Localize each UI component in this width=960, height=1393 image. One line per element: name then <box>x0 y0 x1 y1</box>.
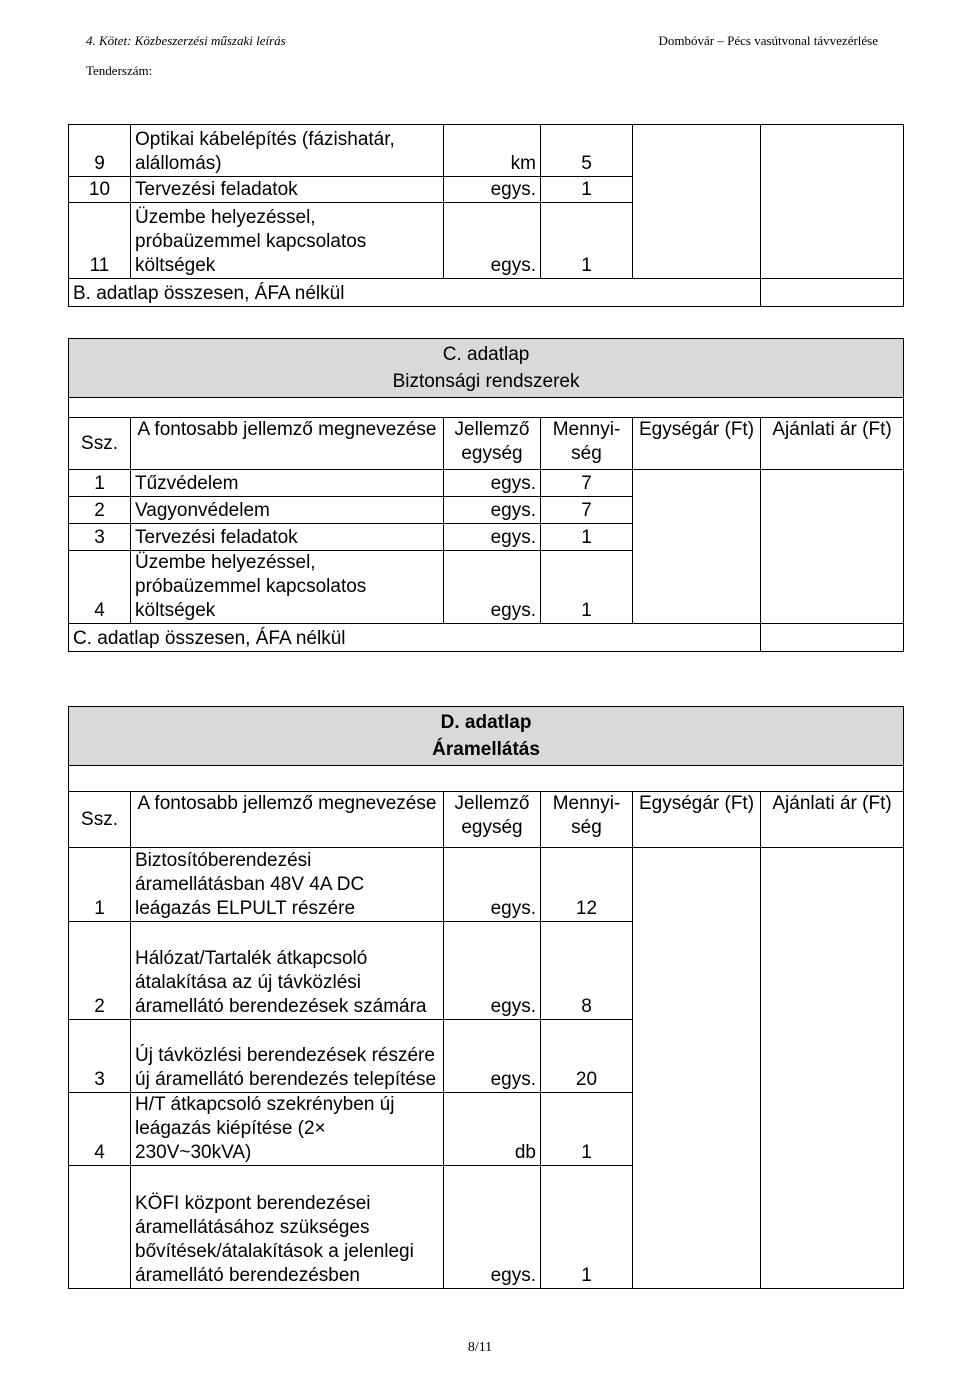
table-row <box>69 125 904 177</box>
row-unit: egys. <box>444 524 541 551</box>
page-number: 8/11 <box>467 1340 493 1355</box>
row-name: Hálózat/Tartalék átkapcsoló átalakítása az új távközlési áramellátó berendezések számára <box>131 922 444 1020</box>
section-title-line1: C. adatlap <box>442 344 530 365</box>
row-unit: egys. <box>444 203 541 279</box>
row-unit: egys. <box>444 177 541 203</box>
row-qty: 1 <box>541 1093 633 1166</box>
header-unit-price: Egységár (Ft) <box>633 792 761 848</box>
row-unit: egys. <box>444 848 541 922</box>
row-name: Tűzvédelem <box>131 470 444 497</box>
unit-price-cell[interactable] <box>633 125 761 279</box>
row-number: 1 <box>69 848 131 922</box>
row-number <box>69 1166 131 1289</box>
row-name: Üzembe helyezéssel, próbaüzemmel kapcsolatos költségek <box>131 551 444 624</box>
row-name: Új távközlési berendezések részére új áramellátó berendezés telepítése <box>131 1020 444 1093</box>
row-number: 2 <box>69 497 131 524</box>
row-qty: 7 <box>541 470 633 497</box>
total-row <box>69 624 904 652</box>
row-number: 3 <box>69 524 131 551</box>
header-row <box>69 418 904 470</box>
header-offer: Ajánlati ár (Ft) <box>761 792 904 848</box>
total-row <box>69 279 904 307</box>
row-qty: 8 <box>541 922 633 1020</box>
row-unit: db <box>444 1093 541 1166</box>
spacer-row <box>69 398 904 418</box>
header-document-title: 4. Kötet: Közbeszerzési műszaki leírás <box>86 33 286 48</box>
section-title-line2: Áramellátás <box>432 739 540 760</box>
row-unit: egys. <box>444 922 541 1020</box>
unit-price-cell[interactable] <box>633 470 761 624</box>
header-unit: Jellemző egység <box>444 792 541 848</box>
header-tender-number: Tenderszám: <box>86 63 153 78</box>
section-title-line1: D. adatlap <box>440 712 532 733</box>
offer-price-cell[interactable] <box>761 848 904 1289</box>
row-name: Üzembe helyezéssel, próbaüzemmel kapcsolatos költségek <box>131 203 444 279</box>
row-number: 11 <box>69 203 131 279</box>
row-qty: 1 <box>541 177 633 203</box>
header-no: Ssz. <box>69 792 131 848</box>
offer-price-cell[interactable] <box>761 125 904 279</box>
row-number: 9 <box>69 125 131 177</box>
header-qty: Mennyi-ség <box>541 792 633 848</box>
section-title-line2: Biztonsági rendszerek <box>392 371 580 392</box>
row-name: H/T átkapcsoló szekrényben új leágazás kiépítése (2× 230V~30kVA) <box>131 1093 444 1166</box>
row-qty: 1 <box>541 203 633 279</box>
row-qty: 5 <box>541 125 633 177</box>
total-value-cell[interactable] <box>761 624 904 652</box>
header-name: A fontosabb jellemző megnevezése <box>131 792 444 848</box>
row-name: KÖFI központ berendezései áramellátásához szükséges bővítések/átalakítások a jelenlegi áramellátó berendezésben <box>131 1166 444 1289</box>
table-row <box>69 470 904 497</box>
header-qty: Mennyi-ség <box>541 418 633 470</box>
total-value-cell[interactable] <box>761 279 904 307</box>
table-d <box>68 706 904 1289</box>
row-unit: km <box>444 125 541 177</box>
total-label: B. adatlap összesen, ÁFA nélkül <box>69 279 761 307</box>
row-qty: 20 <box>541 1020 633 1093</box>
row-number: 3 <box>69 1020 131 1093</box>
header-no: Ssz. <box>69 418 131 470</box>
header-unit: Jellemző egység <box>444 418 541 470</box>
row-number: 1 <box>69 470 131 497</box>
row-number: 4 <box>69 1093 131 1166</box>
header-project-title: Dombóvár – Pécs vasútvonal távvezérlése <box>658 33 878 48</box>
table-c <box>68 338 904 652</box>
spacer-row <box>69 766 904 792</box>
section-title <box>69 707 904 766</box>
row-qty: 1 <box>541 1166 633 1289</box>
header-unit-price: Egységár (Ft) <box>633 418 761 470</box>
section-title <box>69 339 904 398</box>
row-unit: egys. <box>444 551 541 624</box>
header-row <box>69 792 904 848</box>
row-unit: egys. <box>444 1020 541 1093</box>
row-qty: 1 <box>541 524 633 551</box>
row-number: 10 <box>69 177 131 203</box>
table-row <box>69 848 904 922</box>
row-name: Tervezési feladatok <box>131 177 444 203</box>
row-number: 2 <box>69 922 131 1020</box>
table-b <box>68 124 904 307</box>
unit-price-cell[interactable] <box>633 848 761 1289</box>
row-unit: egys. <box>444 1166 541 1289</box>
row-name: Optikai kábelépítés (fázishatár, alállomás) <box>131 125 444 177</box>
row-unit: egys. <box>444 497 541 524</box>
header-offer: Ajánlati ár (Ft) <box>761 418 904 470</box>
row-name: Tervezési feladatok <box>131 524 444 551</box>
offer-price-cell[interactable] <box>761 470 904 624</box>
row-qty: 1 <box>541 551 633 624</box>
row-name: Biztosítóberendezési áramellátásban 48V 4A DC leágazás ELPULT részére <box>131 848 444 922</box>
total-label: C. adatlap összesen, ÁFA nélkül <box>69 624 761 652</box>
row-qty: 7 <box>541 497 633 524</box>
header-name: A fontosabb jellemző megnevezése <box>131 418 444 470</box>
row-name: Vagyonvédelem <box>131 497 444 524</box>
row-unit: egys. <box>444 470 541 497</box>
row-number: 4 <box>69 551 131 624</box>
row-qty: 12 <box>541 848 633 922</box>
